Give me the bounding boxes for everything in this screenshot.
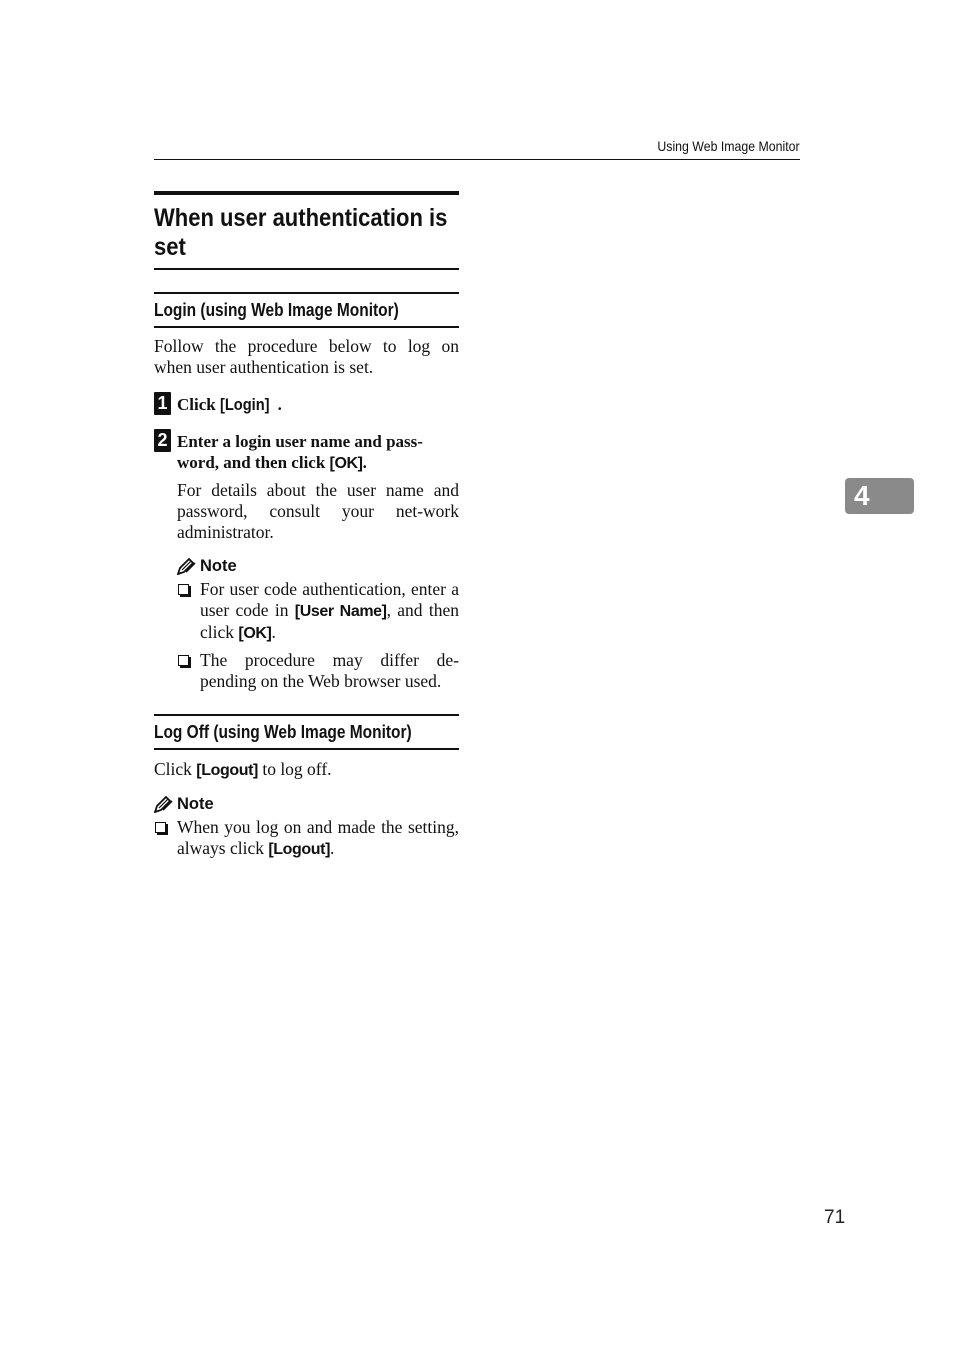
note-item: For user code authentication, enter a user code in [User Name], and then click [OK]. xyxy=(177,579,459,644)
logoff-heading: Log Off (using Web Image Monitor) xyxy=(154,714,459,750)
note-item: The procedure may differ de-pending on the Web browser used. xyxy=(177,650,459,692)
logoff-note xyxy=(154,793,459,860)
login-key-label: [Login] xyxy=(219,395,270,414)
ok-key-label: [OK] xyxy=(329,455,363,472)
running-header-title: Using Web Image Monitor xyxy=(657,138,800,154)
logoff-instruction: Click [Logout] to log off. xyxy=(154,759,332,779)
main-column xyxy=(154,191,459,860)
step-number-2: 2 xyxy=(154,429,171,452)
login-note xyxy=(154,555,459,692)
pencil-icon xyxy=(154,796,173,813)
login-intro: Follow the procedure below to log on when user authentication is set. xyxy=(154,336,459,377)
logout-key-label: [Logout] xyxy=(196,762,258,779)
note-item: When you log on and made the setting, always click [Logout]. xyxy=(154,817,459,860)
note-heading: Note xyxy=(154,793,459,815)
step-1: 1 Click [Login] . xyxy=(154,394,459,415)
login-heading: Login (using Web Image Monitor) xyxy=(154,292,459,328)
section-title: When user authentication is set xyxy=(154,191,459,270)
chapter-tab xyxy=(845,478,914,514)
checkbox-bullet-icon xyxy=(178,655,189,666)
running-header xyxy=(154,138,800,160)
step-2: 2 Enter a login user name and pass-word, and then click [OK]. xyxy=(154,431,459,474)
checkbox-bullet-icon xyxy=(178,584,189,595)
pencil-icon xyxy=(177,558,196,575)
step-number-1: 1 xyxy=(154,392,171,415)
step-2-detail: For details about the user name and password, consult your net-work administrator. xyxy=(177,480,459,542)
note-heading: Note xyxy=(177,555,459,577)
page-number: 71 xyxy=(824,1207,846,1228)
checkbox-bullet-icon xyxy=(155,822,166,833)
chapter-number: 4 xyxy=(854,480,870,511)
